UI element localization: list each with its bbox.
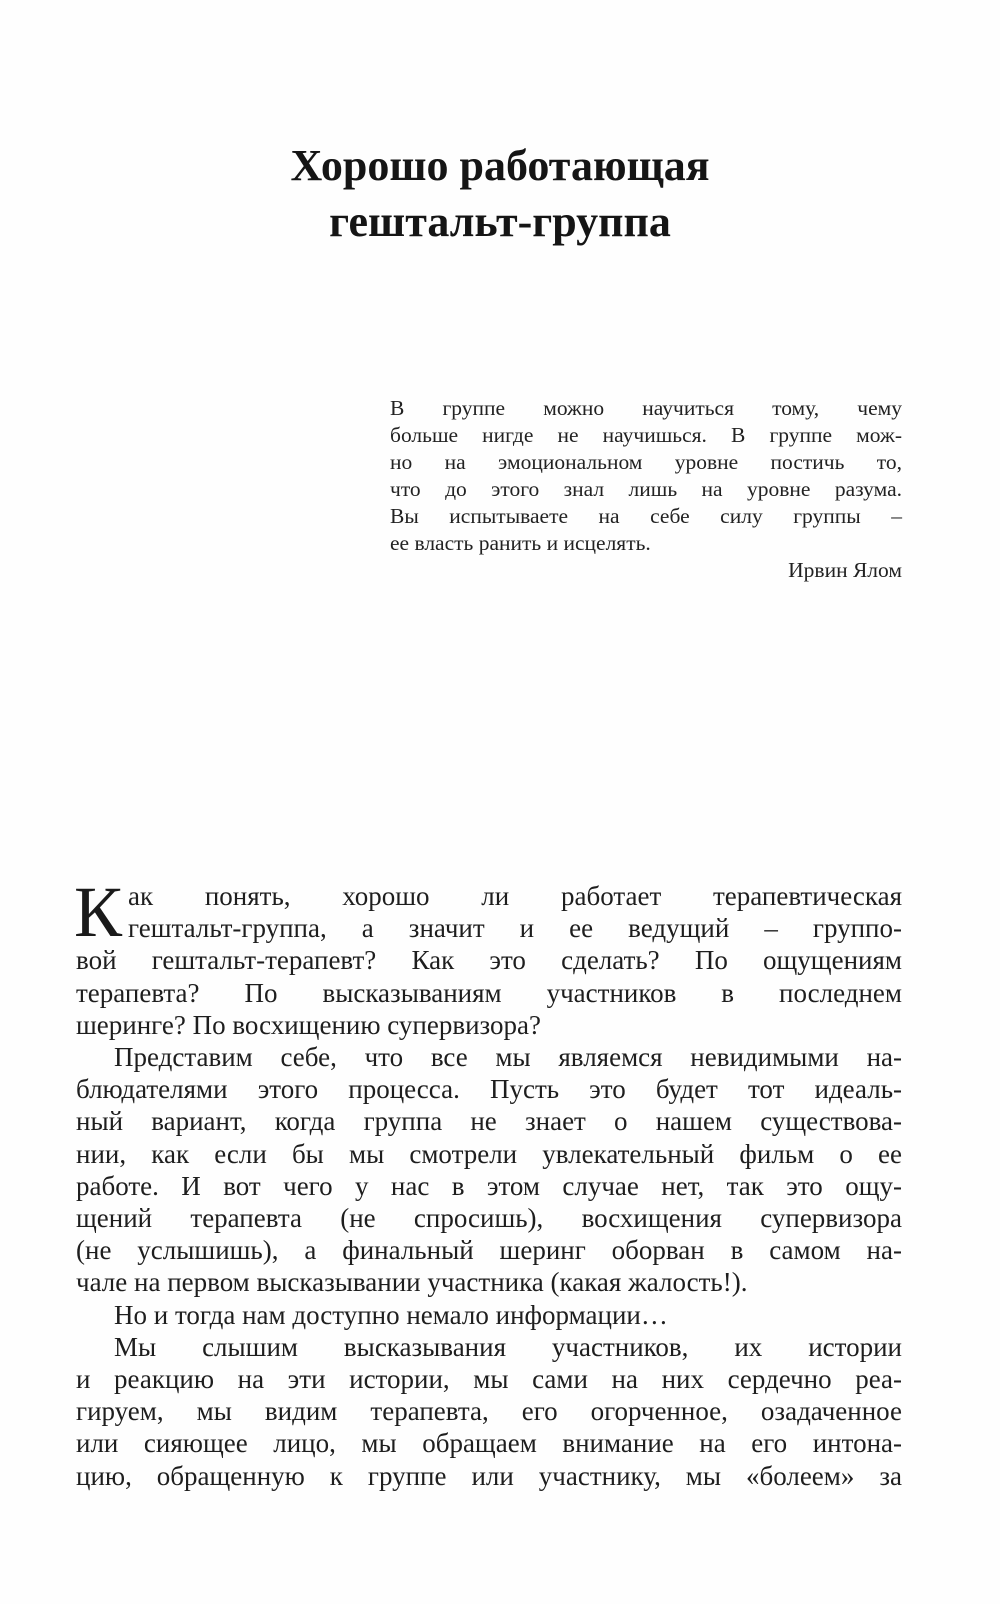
- epigraph-line: что до этого знал лишь на уровне разума.: [390, 477, 902, 501]
- body-line: щений терапевта (не спросишь), восхищения супервизора: [76, 1203, 902, 1234]
- body-line: и реакцию на эти истории, мы сами на них сердечно реа-: [76, 1364, 902, 1395]
- epigraph-line: больше нигде не научишься. В группе мож-: [390, 423, 902, 447]
- body-text: [74, 872, 902, 1492]
- body-line: ак понять, хорошо ли работает терапевтическая: [128, 881, 902, 911]
- epigraph-line: Вы испытываете на себе силу группы –: [390, 504, 902, 528]
- body-line: вой гештальт-терапевт? Как это сделать? По ощущениям: [76, 945, 902, 976]
- body-line: ный вариант, когда группа не знает о нашем существова-: [76, 1106, 902, 1137]
- chapter-title: [0, 138, 1000, 250]
- body-line: цию, обращенную к группе или участнику, мы «болеем» за: [76, 1460, 902, 1491]
- body-line: терапевта? По высказываниям участников в последнем: [76, 977, 902, 1008]
- epigraph-line: но на эмоциональном уровне постичь то,: [390, 450, 902, 474]
- epigraph-line: ее власть ранить и исцелять.: [390, 531, 651, 555]
- chapter-title-line-2: гештальт-группа: [329, 197, 671, 246]
- body-line: блюдателями этого процесса. Пусть это будет тот идеаль-: [76, 1074, 902, 1105]
- body-line: гируем, мы видим терапевта, его огорченное, озадаченное: [76, 1396, 902, 1427]
- drop-cap: К: [74, 872, 123, 952]
- body-line: (не услышишь), а финальный шеринг оборван в самом на-: [76, 1235, 902, 1266]
- body-line: нии, как если бы мы смотрели увлекательный фильм о ее: [76, 1138, 902, 1169]
- body-line: гештальт-группа, а значит и ее ведущий – группо-: [128, 913, 902, 944]
- body-line: чале на первом высказывании участника (какая жалость!).: [76, 1267, 748, 1298]
- body-line: или сияющее лицо, мы обращаем внимание на его интона-: [76, 1428, 902, 1459]
- epigraph-author: Ирвин Ялом: [788, 558, 902, 582]
- epigraph: [390, 395, 902, 584]
- body-line: Мы слышим высказывания участников, их истории: [114, 1331, 902, 1362]
- epigraph-line: В группе можно научиться тому, чему: [390, 396, 902, 420]
- body-line: шеринге? По восхищению супервизора?: [76, 1009, 541, 1040]
- chapter-title-line-1: Хорошо работающая: [290, 141, 710, 190]
- body-line: Представим себе, что все мы являемся невидимыми на-: [114, 1042, 902, 1073]
- body-line: Но и тогда нам доступно немало информации…: [114, 1299, 668, 1330]
- body-line: работе. И вот чего у нас в этом случае нет, так это ощу-: [76, 1170, 902, 1201]
